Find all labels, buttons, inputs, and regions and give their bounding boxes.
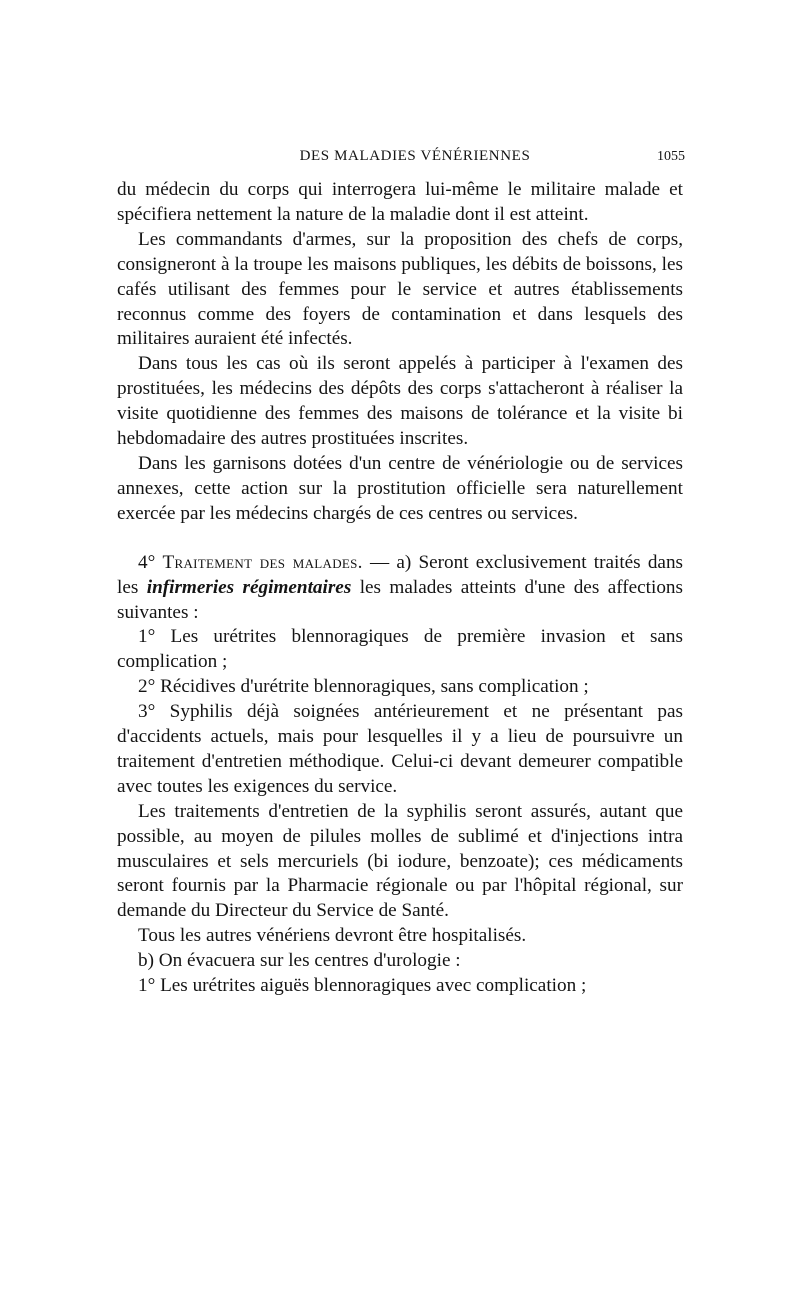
running-title: DES MALADIES VÉNÉRIENNES <box>299 148 531 164</box>
book-page <box>117 148 683 999</box>
section-4-paragraph <box>117 551 683 626</box>
paragraph-hospital: Tous les autres vénériens devront être hospitalisés. <box>138 925 527 947</box>
list-item: 3° Syphilis déjà soignées antérieurement et ne présentant pas d'accidents actuels, mais pour lesquelles il y a lieu de poursuivre un traitement d'entretien méthodique. Celui-ci devant demeurer compatible avec toutes les exigences du service. <box>117 701 683 797</box>
list-item: 1° Les urétrites blennoragiques de première invasion et sans complication ; <box>117 626 683 673</box>
paragraph-continuation: du médecin du corps qui interrogera lui-même le militaire malade et spécifiera nettement la nature de la maladie dont il est atteint. <box>117 179 683 225</box>
section-gap <box>117 527 683 551</box>
paragraph-b: b) On évacuera sur les centres d'urologie : <box>138 950 461 972</box>
section-rest: les malades atteints d'une des affections suivantes : <box>117 576 683 623</box>
section-heading: Traitement des malades. <box>162 551 363 573</box>
paragraph-commandants: Les commandants d'armes, sur la proposition des chefs de corps, consigneront à la troupe les maisons publiques, les débits de boissons, les cafés utilisant des femmes pour le service et autres établissements reconnus comme des foyers de contamination et dans lesquels des militaires auraient été infectés. <box>117 228 683 350</box>
page-number: 1055 <box>657 149 685 164</box>
section-emphasis: infirmeries régimentaires <box>146 576 352 598</box>
section-lead: a) Seront exclusivement traités dans les <box>117 551 684 598</box>
paragraph-treatment: Les traitements d'entretien de la syphilis seront assurés, autant que possible, au moyen de pilules molles de sublimé et d'injections intra musculaires et sels mercuriels (bi iodure, benzoate); ces médicaments seront fournis par la Pharmacie régionale ou par l'hôpital régional, sur demande du Directeur du Service de Santé. <box>117 800 683 922</box>
section-dash: — <box>362 551 397 573</box>
list-item: 1° Les urétrites aiguës blennoragiques avec complication ; <box>138 975 587 997</box>
running-head <box>117 148 683 178</box>
list-item: 2° Récidives d'urétrite blennoragiques, sans complication ; <box>138 676 589 698</box>
body-text <box>117 178 683 999</box>
paragraph-garnisons: Dans les garnisons dotées d'un centre de vénériologie ou de services annexes, cette action sur la prostitution officielle sera naturellement exercée par les médecins chargés de ces centres ou services. <box>117 452 683 524</box>
section-number: 4° <box>138 551 156 573</box>
paragraph-examen: Dans tous les cas où ils seront appelés à participer à l'examen des prostituées, les médecins des dépôts des corps s'attacheront à réaliser la visite quotidienne des femmes des maisons de tolérance et la visite bi hebdomadaire des autres prostituées inscrites. <box>117 353 683 450</box>
